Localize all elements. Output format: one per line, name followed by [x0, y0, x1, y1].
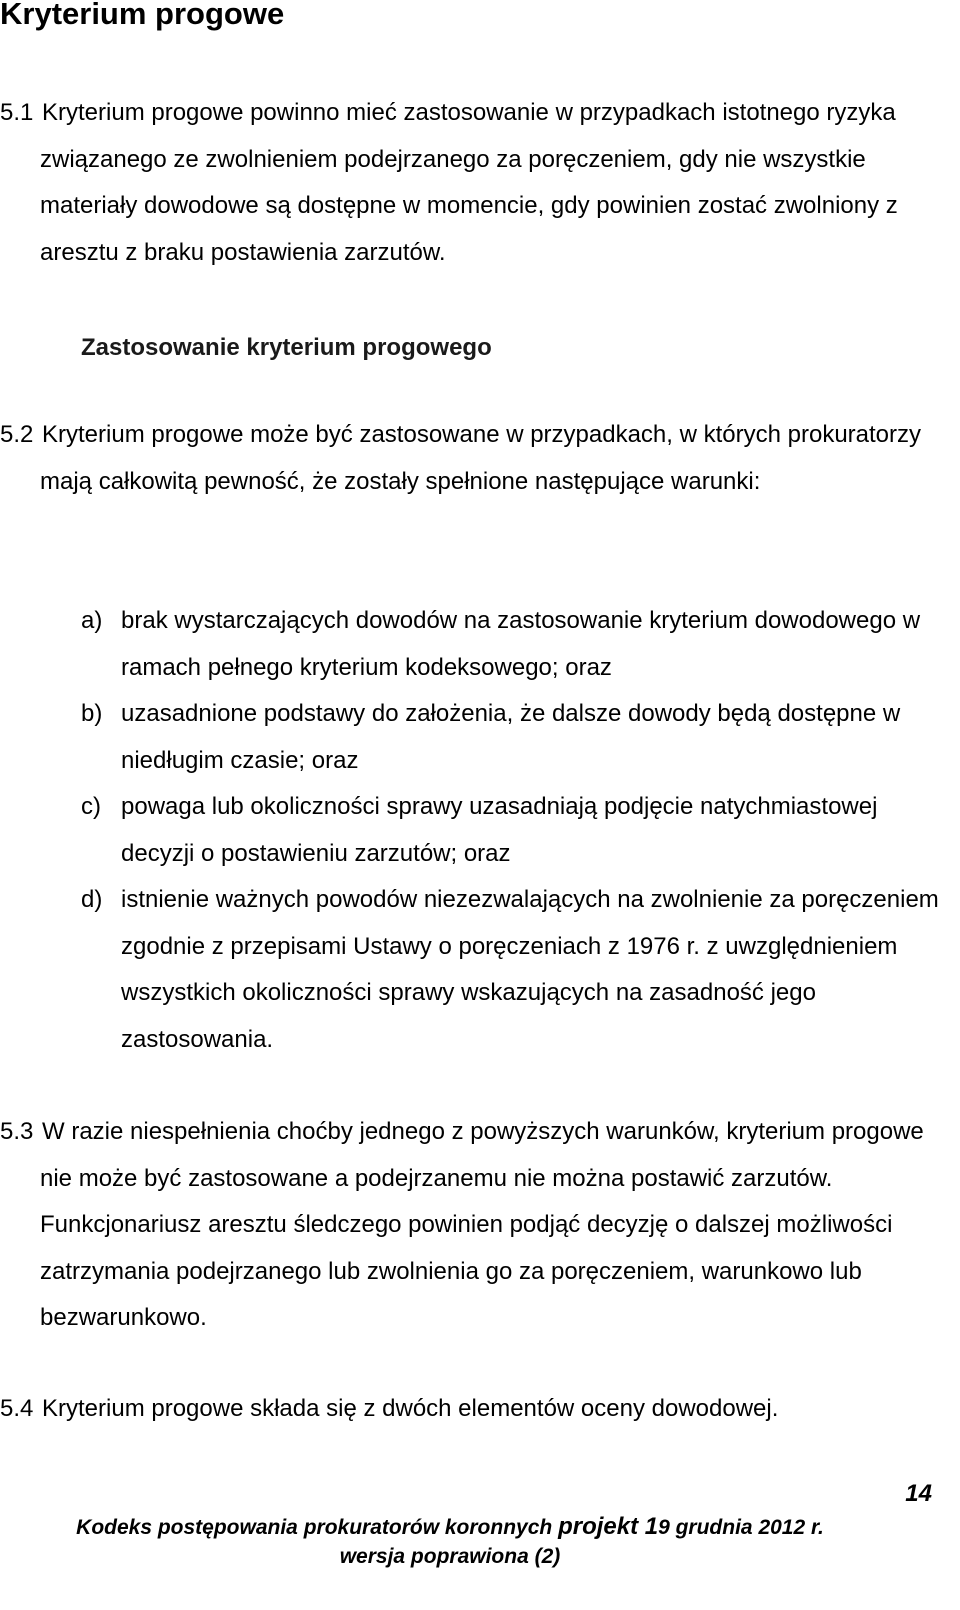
paragraph-5-1 — [0, 90, 945, 276]
list-marker: c) — [81, 793, 101, 820]
list-item — [81, 691, 941, 784]
footer-title-part: Kodeks postępowania prokuratorów koronnych — [76, 1516, 559, 1539]
list-item — [81, 784, 941, 877]
paragraph-text: W razie niespełnienia choćby jednego z powyższych warunków, kryterium progowe nie może być zastosowane a podejrzanemu nie można postawić zarzutów. Funkcjonariusz aresztu śledczego powinien podjąć decyzję o dalszej możliwości zatrzymania podejrzanego lub zwolnienia go za poręczeniem, warunkowo lub bezwarunkowo. — [40, 1118, 924, 1331]
list-item-text: brak wystarczających dowodów na zastosowanie kryterium dowodowego w ramach pełnego kryterium kodeksowego; oraz — [121, 607, 921, 681]
list-marker: b) — [81, 700, 103, 727]
paragraph-number: 5.1 — [0, 99, 34, 126]
list-item-text: powaga lub okoliczności sprawy uzasadniają podjęcie natychmiastowej decyzji o postawieniu zarzutów; oraz — [121, 793, 878, 867]
list-item-text: istnienie ważnych powodów niezezwalających na zwolnienie za poręczeniem zgodnie z przepisami Ustawy o poręczeniach z 1976 r. z uwzględnieniem wszystkich okoliczności sprawy wskazujących na zasadność jego zastosowania. — [121, 886, 939, 1053]
footer-title — [0, 1513, 930, 1541]
list-marker: d) — [81, 886, 103, 913]
footer-title-part: projekt 1 — [558, 1513, 659, 1540]
paragraph-number: 5.4 — [0, 1395, 34, 1422]
paragraph-number: 5.3 — [0, 1118, 34, 1145]
paragraph-5-4 — [0, 1386, 945, 1433]
list-item — [81, 598, 941, 691]
conditions-list — [81, 598, 941, 1063]
list-item-text: uzasadnione podstawy do założenia, że dalsze dowody będą dostępne w niedługim czasie; oraz — [121, 700, 901, 774]
page-heading: Kryterium progowe — [0, 0, 285, 31]
paragraph-number: 5.2 — [0, 421, 34, 448]
paragraph-text: Kryterium progowe może być zastosowane w przypadkach, w których prokuratorzy mają całkowitą pewność, że zostały spełnione następujące warunki: — [40, 421, 922, 495]
footer-version: wersja poprawiona (2) — [339, 1545, 561, 1568]
section-subheading: Zastosowanie kryterium progowego — [81, 334, 492, 361]
footer-title-part: 9 grudnia 2012 r. — [658, 1516, 824, 1539]
paragraph-5-3 — [0, 1109, 945, 1342]
list-marker: a) — [81, 607, 103, 634]
page-number: 14 — [905, 1480, 932, 1507]
paragraph-5-2 — [0, 412, 945, 505]
list-item — [81, 877, 941, 1063]
paragraph-text: Kryterium progowe składa się z dwóch elementów oceny dowodowej. — [42, 1395, 779, 1422]
paragraph-text: Kryterium progowe powinno mieć zastosowanie w przypadkach istotnego ryzyka związanego ze zwolnieniem podejrzanego za poręczeniem, gdy nie wszystkie materiały dowodowe są dostępne w momencie, gdy powinien zostać zwolniony z aresztu z braku postawienia zarzutów. — [40, 99, 898, 266]
